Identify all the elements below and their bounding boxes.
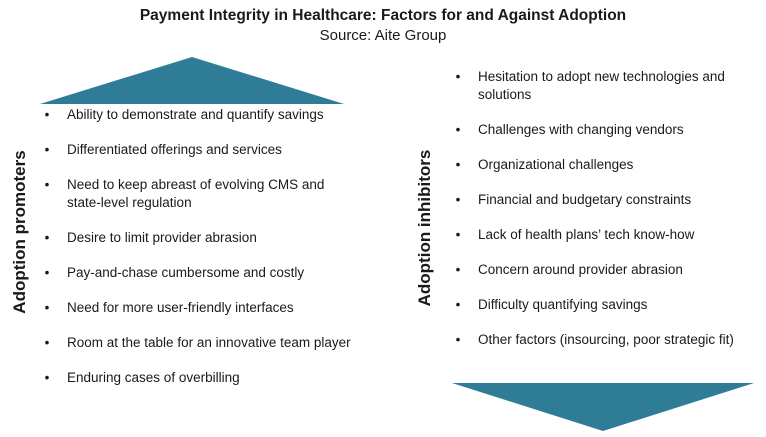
list-item xyxy=(41,176,361,212)
list-item xyxy=(452,121,752,139)
list-item xyxy=(452,331,752,349)
list-item xyxy=(41,369,361,387)
bullet-icon: • xyxy=(455,262,461,277)
promoter-text: Differentiated offerings and services xyxy=(67,142,282,157)
list-item xyxy=(452,68,752,104)
bullet-icon: • xyxy=(44,370,50,385)
list-item xyxy=(452,261,752,279)
bullet-icon: • xyxy=(44,107,50,122)
inhibitor-text: Concern around provider abrasion xyxy=(478,262,683,277)
bullet-icon: • xyxy=(44,335,50,350)
down-arrow-triangle-icon xyxy=(452,383,754,431)
list-item xyxy=(41,334,361,352)
list-item xyxy=(452,296,752,314)
promoter-text: Enduring cases of overbilling xyxy=(67,370,240,385)
promoter-text: Ability to demonstrate and quantify savings xyxy=(67,107,324,122)
bullet-icon: • xyxy=(455,192,461,207)
inhibitor-text: Organizational challenges xyxy=(478,157,634,172)
bullet-icon: • xyxy=(455,69,461,84)
list-item xyxy=(41,141,361,159)
list-item xyxy=(452,191,752,209)
promoter-text: Need for more user-friendly interfaces xyxy=(67,300,294,315)
list-item xyxy=(41,106,361,124)
bullet-icon: • xyxy=(44,177,50,192)
inhibitor-text: Lack of health plans’ tech know-how xyxy=(478,227,695,242)
bullet-icon: • xyxy=(44,230,50,245)
bullet-icon: • xyxy=(455,122,461,137)
list-item xyxy=(452,156,752,174)
promoters-side-label: Adoption promoters xyxy=(10,150,29,314)
promoter-text: Room at the table for an innovative team player xyxy=(67,335,351,350)
list-item xyxy=(41,264,361,282)
promoter-text: Desire to limit provider abrasion xyxy=(67,230,257,245)
up-arrow-triangle-icon xyxy=(40,57,344,104)
bullet-icon: • xyxy=(455,157,461,172)
bullet-icon: • xyxy=(455,227,461,242)
inhibitors-side-label: Adoption inhibitors xyxy=(415,149,434,307)
inhibitor-text: Difficulty quantifying savings xyxy=(478,297,648,312)
bullet-icon: • xyxy=(44,142,50,157)
list-item xyxy=(452,226,752,244)
diagram-title: Payment Integrity in Healthcare: Factors for and Against Adoption xyxy=(139,7,627,24)
promoters-list xyxy=(41,106,361,387)
diagram-source: Source: Aite Group xyxy=(319,27,447,44)
inhibitor-text: Hesitation to adopt new technologies and solutions xyxy=(478,69,725,102)
bullet-icon: • xyxy=(455,332,461,347)
inhibitor-text: Other factors (insourcing, poor strategic fit) xyxy=(478,332,734,347)
list-item xyxy=(41,299,361,317)
list-item xyxy=(41,229,361,247)
bullet-icon: • xyxy=(44,300,50,315)
inhibitors-list xyxy=(452,68,752,349)
bullet-icon: • xyxy=(44,265,50,280)
inhibitor-text: Financial and budgetary constraints xyxy=(478,192,692,207)
bullet-icon: • xyxy=(455,297,461,312)
inhibitor-text: Challenges with changing vendors xyxy=(478,122,684,137)
promoter-text: Need to keep abreast of evolving CMS and state-level regulation xyxy=(67,177,325,210)
promoter-text: Pay-and-chase cumbersome and costly xyxy=(67,265,305,280)
